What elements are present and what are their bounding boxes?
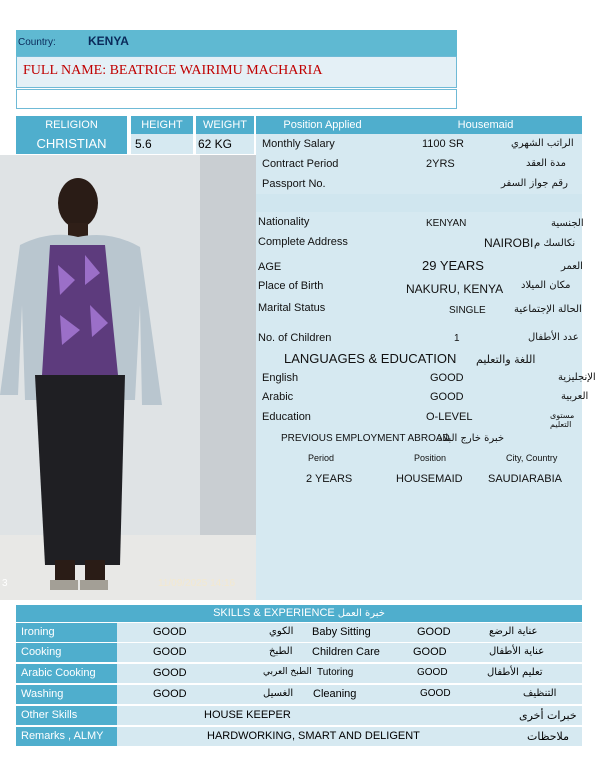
skill-row: [16, 664, 582, 683]
employment-col-period: Period: [308, 453, 335, 463]
country-value: KENYA: [88, 34, 129, 48]
arabic-label: Arabic: [262, 391, 294, 403]
skill-value: GOOD: [153, 667, 187, 679]
age-ar: العمر: [561, 261, 583, 272]
skill-row: [16, 643, 582, 662]
english-row: [256, 370, 596, 388]
skill-ar: الغسيل: [263, 688, 294, 699]
employment-title: PREVIOUS EMPLOYMENT ABROAD: [281, 433, 450, 444]
skill-ar: الكوي: [269, 626, 294, 637]
skill-label-2: Children Care: [312, 646, 380, 658]
skill-row: [16, 685, 582, 704]
children-row: [256, 330, 582, 348]
skill-label: Cooking: [16, 643, 117, 662]
employment-position: HOUSEMAID: [396, 473, 463, 485]
passport-row: [256, 176, 582, 194]
marital-label: Marital Status: [258, 302, 326, 314]
education-ar: مستوى التعليم: [550, 411, 575, 429]
religion-value: CHRISTIAN: [16, 134, 127, 154]
birth-value: NAKURU, KENYA: [406, 282, 504, 296]
employment-header-row: [256, 450, 582, 468]
languages-title-ar: اللغة والتعليم: [476, 353, 536, 366]
english-ar: الإنجليزية: [558, 372, 596, 383]
skill-label: Arabic Cooking: [16, 664, 117, 683]
skills-header: [16, 605, 582, 622]
blank-bar: [16, 89, 457, 109]
employment-city: SAUDIARABIA: [488, 473, 562, 485]
english-label: English: [262, 372, 299, 384]
marital-ar: الحالة الإجتماعية: [514, 304, 582, 315]
passport-ar: رقم جواز السفر: [501, 178, 568, 189]
full-name: FULL NAME: BEATRICE WAIRIMU MACHARIA: [23, 63, 323, 78]
nationality-value: KENYAN: [426, 218, 467, 229]
marital-row: [256, 300, 582, 322]
skill-value-2: GOOD: [413, 646, 447, 658]
skill-label: Washing: [16, 685, 117, 704]
employment-period: 2 YEARS: [306, 473, 353, 485]
skill-value-2: GOOD: [420, 688, 451, 699]
employment-col-city: City, Country: [506, 453, 558, 463]
skill-value-2: GOOD: [417, 667, 448, 678]
education-row: [256, 408, 582, 428]
nationality-row: [256, 214, 582, 234]
address-label: Complete Address: [258, 236, 348, 248]
languages-title: LANGUAGES & EDUCATION: [284, 351, 457, 366]
position-applied-header: Position Applied: [256, 116, 389, 134]
weight-value: 62 KG: [196, 134, 254, 154]
arabic-row: [256, 389, 589, 407]
employment-title-row: [256, 428, 582, 450]
children-value: 1: [454, 333, 460, 344]
salary-ar: الراتب الشهري: [511, 138, 574, 149]
skills-title-ar: خبرة العمل: [337, 608, 385, 619]
nationality-ar: الجنسية: [551, 218, 584, 229]
country-label: Country:: [18, 37, 56, 48]
other-skills-ar: خبرات أخرى: [519, 709, 577, 722]
children-label: No. of Children: [258, 332, 332, 344]
education-label: Education: [262, 411, 311, 423]
skill-value: GOOD: [153, 688, 187, 700]
full-name-bar: [16, 56, 457, 88]
other-skills-row: [16, 706, 582, 725]
english-value: GOOD: [430, 372, 464, 384]
children-ar: عدد الأطفال: [528, 332, 579, 343]
skills-title: SKILLS & EXPERIENCE: [213, 607, 335, 619]
age-row: [256, 258, 582, 278]
skill-ar-2: تعليم الأطفال: [487, 667, 543, 678]
passport-label: Passport No.: [262, 178, 326, 190]
age-label: AGE: [258, 261, 282, 273]
employment-col-position: Position: [414, 453, 447, 463]
remarks-row: [16, 727, 582, 746]
skill-label-2: Cleaning: [313, 688, 357, 700]
skill-label-2: Baby Sitting: [312, 626, 371, 638]
employment-title-ar: خبرة خارج البلاد: [438, 433, 505, 444]
arabic-ar: العربية: [561, 391, 589, 402]
skill-ar-2: عناية الرضع: [489, 626, 538, 637]
other-skills-label: Other Skills: [16, 706, 117, 725]
skill-ar: الطبخ: [269, 646, 293, 657]
religion-header: RELIGION: [16, 116, 127, 134]
address-row: [256, 234, 582, 254]
birth-label: Place of Birth: [258, 280, 324, 292]
height-header: HEIGHT: [131, 116, 193, 134]
applicant-photo: [0, 155, 256, 600]
address-ar: نكالسك م: [534, 238, 576, 249]
age-value: 29 YEARS: [422, 258, 484, 273]
birth-ar: مكان الميلاد: [521, 280, 571, 291]
contract-value: 2YRS: [426, 158, 455, 170]
remarks-ar: ملاحظات: [527, 730, 569, 743]
contract-label: Contract Period: [262, 158, 339, 170]
country-bar: [16, 30, 457, 56]
weight-header: WEIGHT: [196, 116, 254, 134]
skill-value: GOOD: [153, 626, 187, 638]
skill-value-2: GOOD: [417, 626, 451, 638]
details-divider: [256, 194, 582, 212]
other-skills-value: HOUSE KEEPER: [204, 709, 291, 721]
photo-timestamp: 11/09/2025 14:16: [158, 578, 236, 589]
nationality-label: Nationality: [258, 216, 310, 228]
birth-row: [256, 278, 582, 300]
employment-data-row: [256, 470, 582, 492]
skill-row: [16, 623, 582, 642]
skill-label: Ironing: [16, 623, 117, 642]
contract-row: [256, 156, 582, 174]
photo-image: [0, 155, 256, 600]
arabic-value: GOOD: [430, 391, 464, 403]
salary-label: Monthly Salary: [262, 138, 335, 150]
salary-row: [256, 136, 582, 154]
remarks-value: HARDWORKING, SMART AND DELIGENT: [207, 730, 420, 742]
photo-edge-number: 3: [2, 578, 8, 589]
marital-value: SINGLE: [449, 305, 486, 316]
remarks-label: Remarks , ALMY: [16, 727, 117, 746]
position-value: Housemaid: [389, 116, 582, 134]
address-value: NAIROBI: [484, 236, 534, 250]
skill-ar: الطبخ العربي: [263, 667, 312, 677]
languages-title-row: [256, 349, 582, 369]
contract-ar: مدة العقد: [526, 158, 566, 169]
height-value: 5.6: [131, 134, 193, 154]
skill-label-2: Tutoring: [317, 667, 354, 678]
salary-value: 1100 SR: [422, 138, 464, 150]
skill-ar-2: التنظيف: [523, 688, 557, 699]
skill-value: GOOD: [153, 646, 187, 658]
skill-ar-2: عناية الأطفال: [489, 646, 545, 657]
education-value: O-LEVEL: [426, 411, 473, 423]
